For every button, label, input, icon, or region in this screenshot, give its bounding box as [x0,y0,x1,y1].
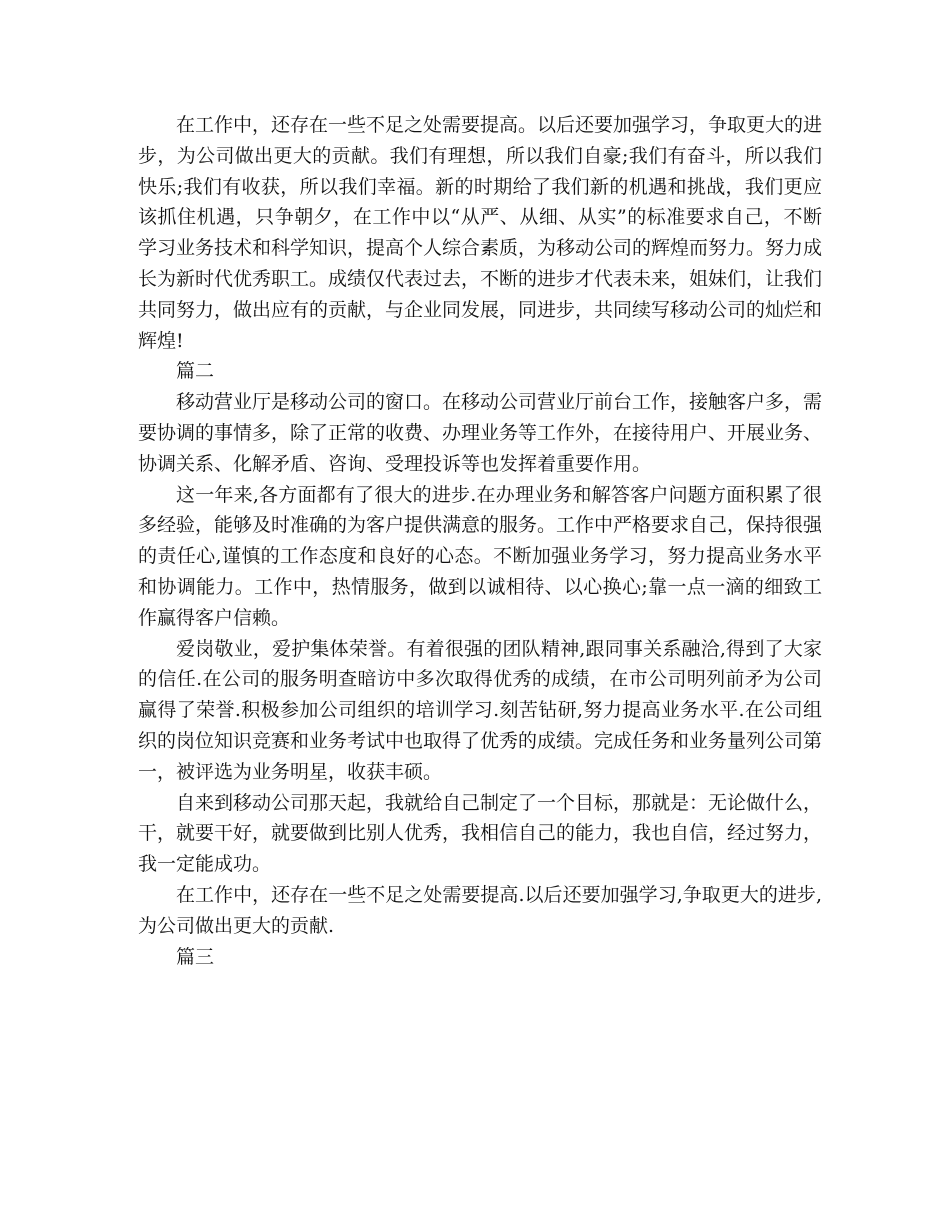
section-heading: 篇三 [176,945,215,968]
section-heading: 篇二 [176,360,215,383]
paragraph: 自来到移动公司那天起，我就给自己制定了一个目标，那就是：无论做什么，干，就要干好，就要做到比别人优秀，我相信自己的能力，我也自信，经过努力，我一定能成功。 [138,791,823,876]
paragraph: 爱岗敬业，爱护集体荣誉。有着很强的团队精神,跟同事关系融洽,得到了大家的信任.在公司的服务明查暗访中多次取得优秀的成绩，在市公司明列前矛为公司赢得了荣誉.积极参加公司组织的培训学习.刻苦钻研,努力提高业务水平.在公司组织的岗位知识竞赛和业务考试中也取得了优秀的成绩。完成任务和业务量列公司第一，被评选为业务明星，收获丰硕。 [138,637,823,783]
paragraph: 在工作中，还存在一些不足之处需要提高。以后还要加强学习，争取更大的进步，为公司做出更大的贡献。我们有理想，所以我们自豪;我们有奋斗，所以我们快乐;我们有收获，所以我们幸福。新的时期给了我们新的机遇和挑战，我们更应该抓住机遇，只争朝夕，在工作中以“从严、从细、从实”的标准要求自己，不断学习业务技术和科学知识，提高个人综合素质，为移动公司的辉煌而努力。努力成长为新时代优秀职工。成绩仅代表过去，不断的进步才代表未来，姐妹们，让我们共同努力，做出应有的贡献，与企业同发展，同进步，共同续写移动公司的灿烂和辉煌! [138,114,823,352]
paragraph: 这一年来,各方面都有了很大的进步.在办理业务和解答客户问题方面积累了很多经验，能够及时准确的为客户提供满意的服务。工作中严格要求自己，保持很强的责任心,谨慎的工作态度和良好的心态。不断加强业务学习，努力提高业务水平和协调能力。工作中，热情服务，做到以诚相待、以心换心;靠一点一滴的细致工作赢得客户信赖。 [138,483,823,629]
document-body [138,110,822,972]
paragraph: 移动营业厅是移动公司的窗口。在移动公司营业厅前台工作，接触客户多，需要协调的事情多，除了正常的收费、办理业务等工作外，在接待用户、开展业务、协调关系、化解矛盾、咨询、受理投诉等也发挥着重要作用。 [138,391,823,475]
paragraph: 在工作中，还存在一些不足之处需要提高.以后还要加强学习,争取更大的进步,为公司做出更大的贡献. [138,883,822,937]
